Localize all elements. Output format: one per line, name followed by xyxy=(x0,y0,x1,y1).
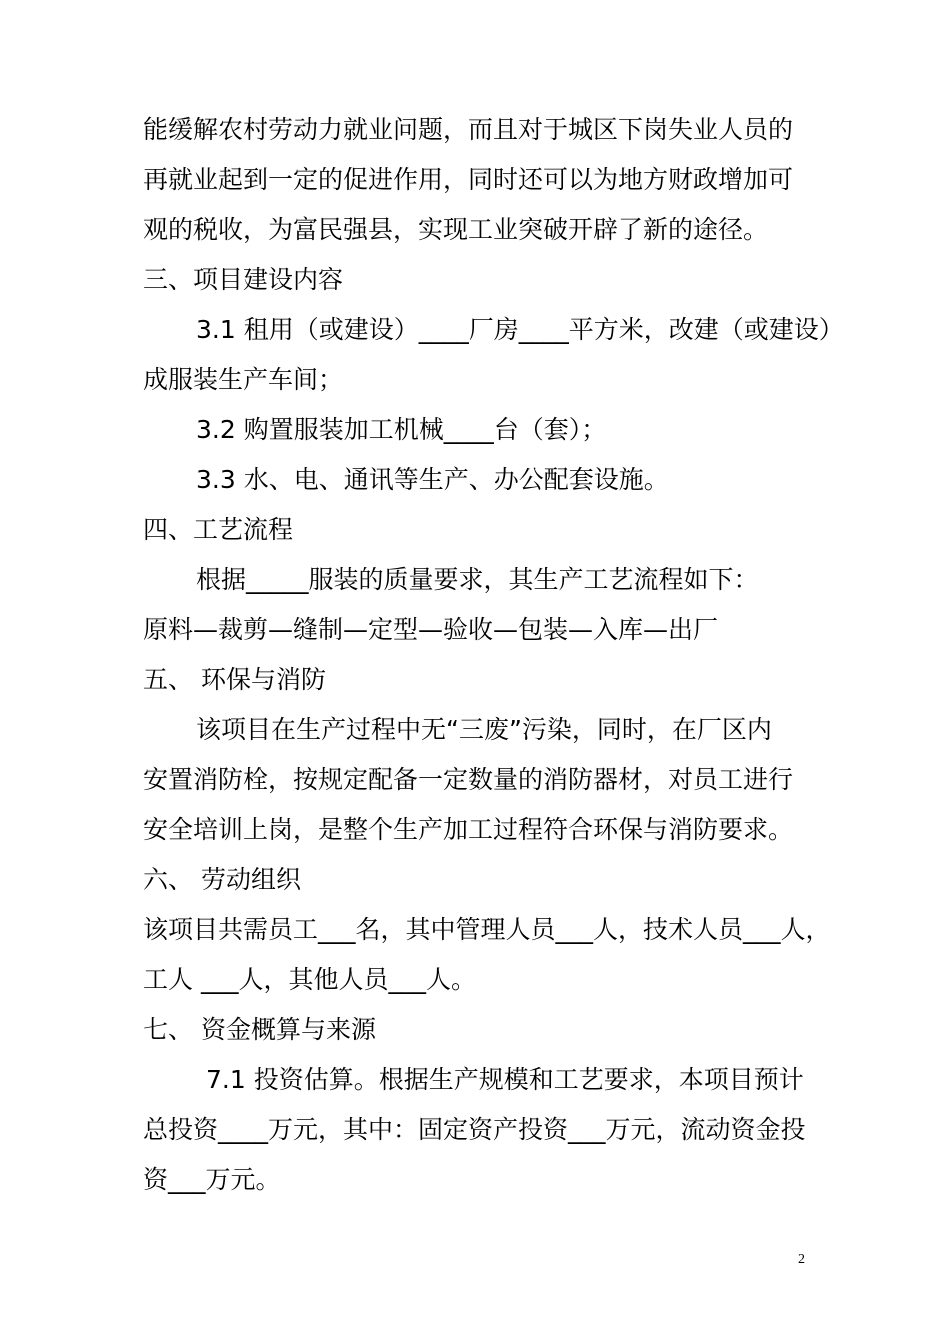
process-flow-line: 原料—裁剪—缝制—定型—验收—包装—入库—出厂 xyxy=(143,615,719,644)
paragraph-line: 安全培训上岗，是整个生产加工过程符合环保与消防要求。 xyxy=(143,815,794,844)
paragraph-line: 该项目在生产过程中无“三废”污染，同时，在厂区内 xyxy=(196,715,772,744)
section-heading-5: 五、 环保与消防 xyxy=(143,665,326,694)
list-item-7-1: 7.1 投资估算。根据生产规模和工艺要求，本项目预计 xyxy=(206,1065,804,1094)
paragraph-line: 工人 ___人，其他人员___人。 xyxy=(143,965,476,994)
list-item-3-2: 3.2 购置服装加工机械____台（套）； xyxy=(196,415,607,444)
list-item-3-3: 3.3 水、电、通讯等生产、办公配套设施。 xyxy=(196,465,669,494)
paragraph-line: 能缓解农村劳动力就业问题，而且对于城区下岗失业人员的 xyxy=(143,115,794,144)
paragraph-line: 资___万元。 xyxy=(143,1165,281,1194)
paragraph-line: 总投资____万元，其中：固定资产投资___万元，流动资金投 xyxy=(143,1115,806,1144)
paragraph-line: 再就业起到一定的促进作用，同时还可以为地方财政增加可 xyxy=(143,165,794,194)
section-heading-6: 六、 劳动组织 xyxy=(143,865,301,894)
list-item-3-1: 3.1 租用（或建设）____厂房____平方米，改建（或建设） xyxy=(196,315,844,344)
section-heading-4: 四、工艺流程 xyxy=(143,515,294,544)
section-heading-7: 七、 资金概算与来源 xyxy=(143,1015,376,1044)
paragraph-line: 该项目共需员工___名，其中管理人员___人，技术人员___人， xyxy=(143,915,831,944)
paragraph-line: 安置消防栓，按规定配备一定数量的消防器材，对员工进行 xyxy=(143,765,794,794)
section-heading-3: 三、项目建设内容 xyxy=(143,265,344,294)
paragraph-line: 观的税收，为富民强县，实现工业突破开辟了新的途径。 xyxy=(143,215,769,244)
paragraph-line: 成服装生产车间； xyxy=(143,365,344,394)
paragraph-line: 根据_____服装的质量要求，其生产工艺流程如下： xyxy=(196,565,759,594)
page-number: 2 xyxy=(798,1252,805,1267)
